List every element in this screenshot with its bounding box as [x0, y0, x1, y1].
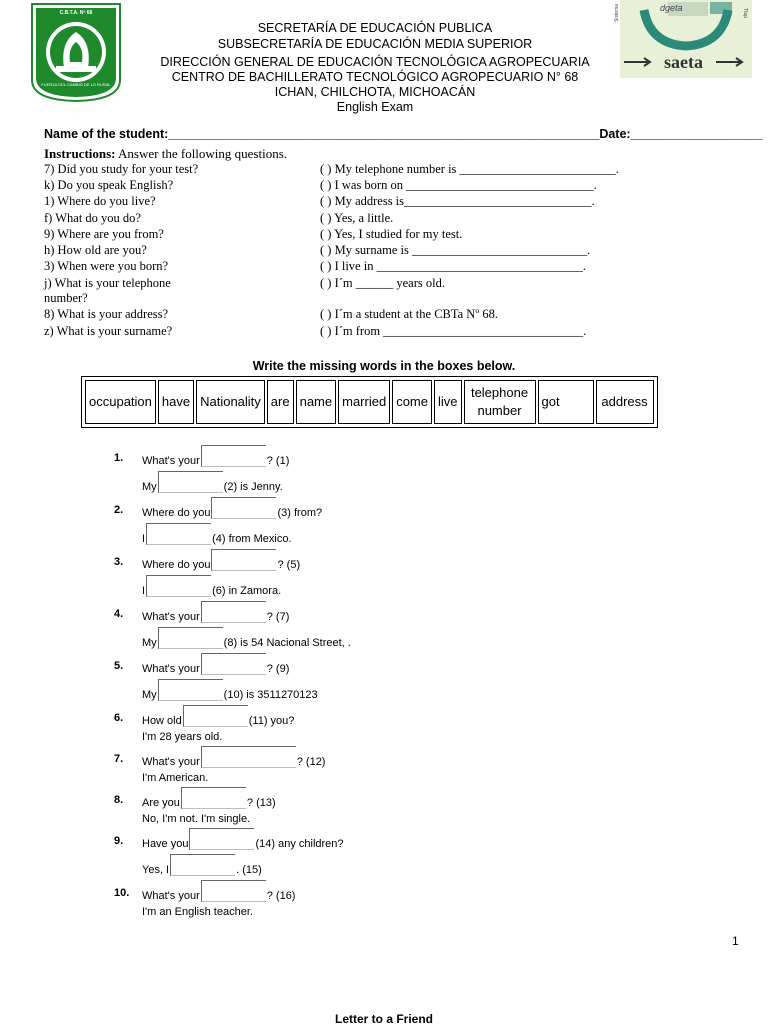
answer-box[interactable]	[183, 705, 248, 727]
exercise-text: (10) is 3511270123	[223, 689, 318, 701]
word-bank-item: telephone number	[464, 380, 536, 424]
exercise-line	[142, 705, 294, 727]
header-line-1: SECRETARÍA DE EDUCACIÓN PUBLICA	[257, 21, 493, 35]
exercise-number: 10.	[114, 887, 130, 899]
question-left: k) Do you speak English?	[44, 178, 174, 192]
exercise-number: 6.	[114, 712, 124, 724]
question-left: 8) What is your address?	[44, 307, 169, 321]
header-line-2: SUBSECRETARÍA DE EDUCACIÓN MEDIA SUPERIOR	[217, 37, 533, 51]
word-bank-item: name	[296, 380, 337, 424]
answer-right[interactable]: ( ) I was born on ______________________________.	[320, 178, 597, 192]
exercise-text: ? (12)	[296, 756, 326, 768]
answer-box[interactable]	[201, 653, 266, 675]
exercise-text: ? (13)	[246, 797, 276, 809]
exercise-text: Where do you	[142, 507, 211, 519]
answer-box[interactable]	[201, 601, 266, 623]
exercise-text: ? (1)	[266, 455, 290, 467]
word-bank-item: got	[538, 380, 594, 424]
exercise-number: 9.	[114, 835, 124, 847]
exercise-text: (4) from Mexico.	[212, 533, 292, 545]
exercise-text: ? (7)	[266, 611, 290, 623]
dgeta-saeta-logo	[614, 0, 752, 78]
exercise-text: (6) in Zamora.	[212, 585, 282, 597]
answer-box[interactable]	[189, 828, 254, 850]
word-bank-item: have	[158, 380, 194, 424]
answer-box[interactable]	[158, 627, 223, 649]
answer-box[interactable]	[146, 523, 211, 545]
exercise-text: (11) you?	[248, 715, 295, 727]
exercise-text: . (15)	[236, 864, 262, 876]
answer-right[interactable]: ( ) I´m a student at the CBTa Nº 68.	[320, 307, 498, 321]
logo-right-side-right: Tlap	[741, 8, 748, 18]
exercise-line	[142, 497, 322, 519]
next-section-title: Letter to a Friend	[334, 1012, 433, 1026]
exercise-number: 5.	[114, 660, 124, 672]
exercise-text: My	[142, 481, 157, 493]
exercise-number: 4.	[114, 608, 124, 620]
exercise-text: What's your	[142, 455, 200, 467]
answer-right[interactable]: ( ) I live in _________________________________.	[320, 259, 586, 273]
answer-right[interactable]: ( ) I´m from ________________________________.	[320, 324, 587, 338]
question-left: f) What do you do?	[44, 211, 141, 225]
exercise-text: Have you	[142, 838, 189, 850]
student-name-date-line[interactable]: Name of the student:______________________________________________________________Date:___________________	[44, 127, 763, 141]
answer-box[interactable]	[181, 787, 246, 809]
answer-right[interactable]: ( ) My telephone number is _________________________.	[320, 162, 619, 176]
exercise-line	[142, 880, 295, 902]
word-bank-item: come	[392, 380, 432, 424]
answer-box[interactable]	[170, 854, 235, 876]
exercise-text: I	[142, 585, 146, 597]
exercise-line: I'm an English teacher.	[142, 906, 253, 918]
instructions-text: Answer the following questions.	[115, 146, 288, 161]
exercise-line	[142, 787, 276, 809]
word-bank-item: are	[267, 380, 294, 424]
word-bank-item: occupation	[85, 380, 156, 424]
exercise-text: How old	[142, 715, 182, 727]
exercise-line	[142, 523, 292, 545]
exercise-text: (14) any children?	[255, 838, 344, 850]
exercise-text: What's your	[142, 611, 200, 623]
exercise-number: 7.	[114, 753, 124, 765]
exercise-text: Are you	[142, 797, 180, 809]
saeta-label: saeta	[664, 52, 703, 72]
answer-box[interactable]	[158, 471, 223, 493]
answer-right[interactable]: ( ) Yes, I studied for my test.	[320, 227, 463, 241]
exercise-text: ? (5)	[277, 559, 301, 571]
words-section-title: Write the missing words in the boxes below.	[252, 359, 516, 373]
answer-box[interactable]	[158, 679, 223, 701]
exercise-number: 8.	[114, 794, 124, 806]
exercise-line	[142, 445, 289, 467]
answer-right[interactable]: ( ) Yes, a little.	[320, 211, 394, 225]
exercise-line	[142, 627, 351, 649]
exercise-line	[142, 746, 325, 768]
instructions-label: Instructions:	[44, 146, 116, 161]
answer-box[interactable]	[201, 746, 296, 768]
exercise-line	[142, 679, 318, 701]
instructions	[44, 146, 287, 162]
header-line-4: CENTRO DE BACHILLERATO TECNOLÓGICO AGROPECUARIO N° 68	[171, 70, 579, 84]
exercise-line	[142, 854, 262, 876]
question-left: z) What is your surname?	[44, 324, 173, 338]
logo-left-motto: FUERZA DEL CAMBIO DE LO RURAL	[41, 82, 111, 87]
exercise-text: What's your	[142, 890, 200, 902]
logo-right-side-left: Sistema	[614, 3, 621, 23]
header-line-3: DIRECCIÓN GENERAL DE EDUCACIÓN TECNOLÓGICA AGROPECUARIA	[160, 55, 590, 69]
question-left: 9) Where are you from?	[44, 227, 164, 241]
question-left-continued: number?	[44, 291, 88, 305]
exercise-line: No, I'm not. I'm single.	[142, 813, 251, 825]
exam-title: English Exam	[336, 100, 414, 114]
exercise-text: My	[142, 689, 157, 701]
exercise-text: Where do you	[142, 559, 211, 571]
exercise-text: (8) is 54 Nacional Street, .	[223, 637, 351, 649]
exercise-line	[142, 653, 289, 675]
exercise-number: 2.	[114, 504, 124, 516]
exercise-line	[142, 601, 289, 623]
school-logo	[30, 2, 122, 102]
exercise-line: I'm 28 years old.	[142, 731, 223, 743]
question-left: 3) When were you born?	[44, 259, 169, 273]
exercise-text: My	[142, 637, 157, 649]
exercise-text: ? (9)	[266, 663, 290, 675]
answer-box[interactable]	[201, 445, 266, 467]
word-bank	[81, 376, 658, 428]
logo-left-label: C.B.T.A. Nº 68	[59, 10, 93, 16]
answer-box[interactable]	[201, 880, 266, 902]
answer-right[interactable]: ( ) My address is______________________________.	[320, 194, 595, 208]
exercise-line	[142, 828, 344, 850]
word-bank-item: address	[596, 380, 654, 424]
question-left: 7) Did you study for your test?	[44, 162, 199, 176]
exercise-text: ? (16)	[266, 890, 296, 902]
question-left: 1) Where do you live?	[44, 194, 156, 208]
answer-box[interactable]	[211, 497, 276, 519]
question-left: h) How old are you?	[44, 243, 147, 257]
exercise-number: 1.	[114, 452, 124, 464]
exercise-line	[142, 549, 300, 571]
exercise-text: I	[142, 533, 146, 545]
exercise-line	[142, 471, 283, 493]
dgeta-label: dgeta	[660, 3, 683, 13]
exercise-line: I'm American.	[142, 772, 209, 784]
exercise-text: (3) from?	[277, 507, 323, 519]
exercise-text: Yes, I	[142, 864, 170, 876]
exercise-text: What's your	[142, 756, 200, 768]
answer-box[interactable]	[146, 575, 211, 597]
answer-right[interactable]: ( ) I´m ______ years old.	[320, 276, 445, 290]
exercise-text: What's your	[142, 663, 200, 675]
exercise-text: (2) is Jenny.	[223, 481, 283, 493]
page-number: 1	[732, 934, 739, 948]
word-bank-item: Nationality	[196, 380, 265, 424]
question-left: j) What is your telephone	[44, 276, 171, 290]
word-bank-item: married	[338, 380, 390, 424]
exercise-line	[142, 575, 281, 597]
exercise-number: 3.	[114, 556, 124, 568]
answer-box[interactable]	[211, 549, 276, 571]
word-bank-item: live	[434, 380, 462, 424]
answer-right[interactable]: ( ) My surname is ____________________________.	[320, 243, 591, 257]
header-line-5: ICHAN, CHILCHOTA, MICHOACÁN	[274, 85, 476, 99]
